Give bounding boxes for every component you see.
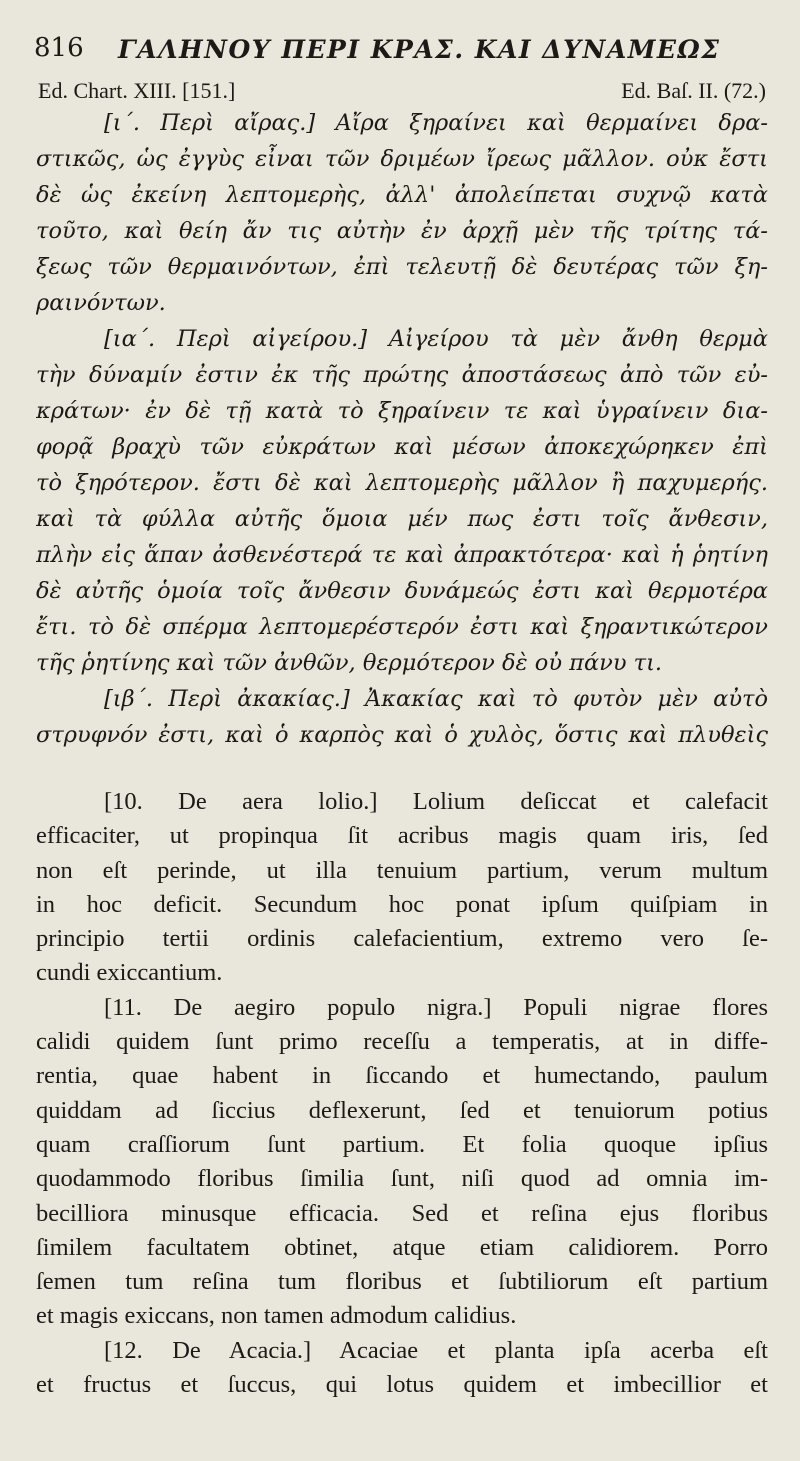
greek-line: δὲ αὐτῆς ὁμοία τοῖς ἄνθεσιν δυνάμεώς ἐστι καὶ θερμοτέρα (36, 578, 768, 604)
latin-line: principio tertii ordinis calefacientium, extremo vero ſe- (36, 925, 768, 953)
latin-line: rentia, quae habent in ſiccando et humectando, paulum (36, 1062, 768, 1090)
latin-line: [10. De aera lolio.] Lolium deſiccat et calefacit (104, 788, 768, 815)
latin-line: in hoc deficit. Secundum hoc ponat ipſum quiſpiam in (36, 890, 768, 918)
greek-line: τὴν δύναμίν ἐστιν ἐκ τῆς πρώτης ἀποστάσεως ἀπὸ τῶν εὐ- (36, 362, 768, 388)
latin-text-block (36, 785, 768, 1402)
greek-line: τὸ ξηρότερον. ἔστι δὲ καὶ λεπτομερὴς μᾶλλον ἢ παχυμερής. (36, 470, 768, 496)
running-head (34, 28, 774, 68)
latin-line: cundi exiccantium. (36, 959, 223, 987)
latin-line: ſimilem facultatem obtinet, atque etiam calidiorem. Porro (36, 1233, 768, 1261)
greek-line: τοῦτο, καὶ θείη ἄν τις αὐτὴν ἐν ἀρχῇ μὲν τῆς τρίτης τά- (36, 218, 768, 244)
greek-line: ραινόντων. (36, 290, 166, 316)
latin-line: quodammodo floribus ſimilia ſunt, niſi quod ad omnia im- (36, 1165, 768, 1193)
edition-basel: Ed. Baſ. II. (72.) (621, 78, 766, 103)
latin-line: non eſt perinde, ut illa tenuium partium, verum multum (36, 856, 768, 884)
latin-line: ſemen tum reſina tum floribus et ſubtiliorum eſt partium (36, 1268, 768, 1296)
greek-line: [ια΄. Περὶ αἰγείρου.] Αἰγείρου τὰ μὲν ἄνθη θερμὰ (104, 326, 768, 352)
greek-line: στρυφνόν ἐστι, καὶ ὁ καρπὸς καὶ ὁ χυλὸς, ὅστις καὶ πλυθεὶς (36, 722, 768, 748)
latin-line: efficaciter, ut propinqua ſit acribus magis quam iris, ſed (36, 822, 768, 850)
latin-line: calidi quidem ſunt primo receſſu a temperatis, at in diffe- (36, 1028, 768, 1056)
page-number: 816 (34, 33, 84, 63)
latin-line: quiddam ad ſiccius deflexerunt, ſed et tenuiorum potius (36, 1096, 768, 1124)
greek-line: [ιβ΄. Περὶ ἀκακίας.] Ἀκακίας καὶ τὸ φυτὸν μὲν αὐτὸ (104, 686, 768, 712)
greek-line: στικῶς, ὡς ἐγγὺς εἶναι τῶν δριμέων ἴρεως μᾶλλον. οὐκ ἔστι (36, 146, 768, 172)
greek-line: δὲ ὡς ἐκείνη λεπτομερὴς, ἀλλ' ἀπολείπεται συχνῷ κατὰ (36, 182, 768, 208)
latin-line: [11. De aegiro populo nigra.] Populi nigrae flores (104, 993, 768, 1021)
greek-line: τῆς ῥητίνης καὶ τῶν ἀνθῶν, θερμότερον δὲ οὐ πάνυ τι. (36, 650, 663, 676)
greek-line: κράτων· ἐν δὲ τῇ κατὰ τὸ ξηραίνειν τε καὶ ὑγραίνειν δια- (36, 398, 768, 424)
greek-line: ἔτι. τὸ δὲ σπέρμα λεπτομερέστερόν ἐστι καὶ ξηραντικώτερον (36, 614, 768, 640)
latin-line: [12. De Acacia.] Acaciae et planta ipſa acerba eſt (104, 1336, 768, 1364)
running-title: ΓΑΛΗΝΟΥ ΠΕΡΙ ΚΡΑΣ. ΚΑΙ ΔΥΝΑΜΕΩΣ (118, 35, 721, 64)
greek-text-block (36, 105, 768, 753)
greek-line: πλὴν εἰς ἅπαν ἀσθενέστερά τε καὶ ἀπρακτότερα· καὶ ἡ ῥητίνη (36, 542, 768, 568)
greek-line: [ι΄. Περὶ αἴρας.] Αἴρα ξηραίνει καὶ θερμαίνει δρα- (104, 110, 768, 136)
greek-line: φορᾷ βραχὺ τῶν εὐκράτων καὶ μέσων ἀποκεχώρηκεν ἐπὶ (36, 434, 768, 460)
greek-line: ξεως τῶν θερμαινόντων, ἐπὶ τελευτῇ δὲ δευτέρας τῶν ξη- (36, 254, 768, 280)
edition-references (38, 76, 766, 106)
latin-line: et fructus et ſuccus, qui lotus quidem et imbecillior et (36, 1371, 768, 1399)
latin-line: et magis exiccans, non tamen admodum calidius. (36, 1302, 517, 1330)
latin-line: quam craſſiorum ſunt partium. Et folia quoque ipſius (36, 1130, 768, 1158)
edition-chartier: Ed. Chart. XIII. [151.] (38, 78, 236, 103)
latin-line: becilliora minusque efficacia. Sed et reſina ejus floribus (36, 1199, 768, 1227)
greek-line: καὶ τὰ φύλλα αὐτῆς ὅμοια μέν πως ἐστι τοῖς ἄνθεσιν, (36, 506, 768, 532)
